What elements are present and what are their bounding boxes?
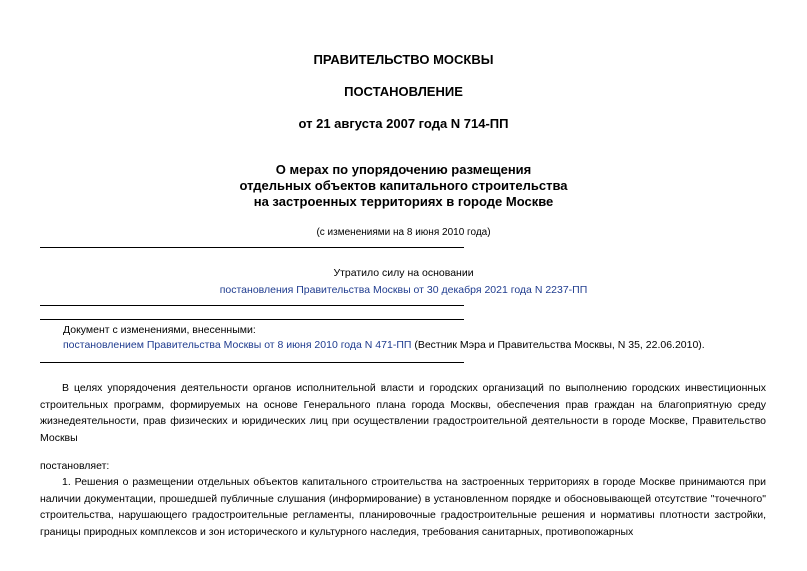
amendments-intro: Документ с изменениями, внесенными: (63, 324, 256, 336)
title-line-3: на застроенных территориях в городе Москве (253, 194, 554, 209)
divider (40, 305, 464, 306)
divider (40, 319, 464, 320)
repeal-link-line (0, 283, 807, 297)
title-line-1: О мерах по упорядочению размещения (275, 162, 532, 177)
item-1-paragraph (40, 474, 766, 540)
document-type-heading: ПОСТАНОВЛЕНИЕ (344, 84, 463, 99)
divider (40, 247, 464, 248)
changes-note: (с изменениями на 8 июня 2010 года) (316, 227, 491, 238)
title-line-2: отдельных объектов капитального строительства (239, 178, 568, 193)
repeal-note: Утратило силу на основании (333, 267, 474, 279)
amendment-source: (Вестник Мэра и Правительства Москвы, N 35, 22.06.2010). (411, 339, 705, 351)
date-number-heading: от 21 августа 2007 года N 714-ПП (298, 116, 509, 131)
amendment-link[interactable]: постановлением Правительства Москвы от 8 июня 2010 года N 471-ПП (63, 339, 412, 351)
issuer-heading: ПРАВИТЕЛЬСТВО МОСКВЫ (313, 52, 494, 67)
divider (40, 362, 464, 363)
repeal-link[interactable]: постановления Правительства Москвы от 30 декабря 2021 года N 2237-ПП (219, 284, 588, 296)
preamble-paragraph (40, 380, 766, 446)
preamble-text: В целях упорядочения деятельности органов исполнительной власти и городских организаций по выполнению городских инвестиционных строительных программ, формируемых на основе Генерального плана города Москвы, обеспечения прав граждан на благоприятную среду жизнедеятельности, прав физических и юридических лиц при осуществлении градостроительной деятельности в городе Москве, Правительство Москвы (40, 382, 766, 444)
amendments-line (63, 338, 705, 352)
item-1-text: 1. Решения о размещении отдельных объектов капитального строительства на застроенных территориях в городе Москве принимаются при наличии документации, прошедшей публичные слушания (информирование) в установленном порядке и обосновывающей отсутствие "точечного" строительства, нарушающего градостроительные регламенты, планировочные градостроительные решения и нормативы плотности застройки, границы природных комплексов и зон исторического и культурного наследия, требования санитарных, противопожарных (40, 476, 766, 538)
decree-word: постановляет: (40, 460, 110, 472)
